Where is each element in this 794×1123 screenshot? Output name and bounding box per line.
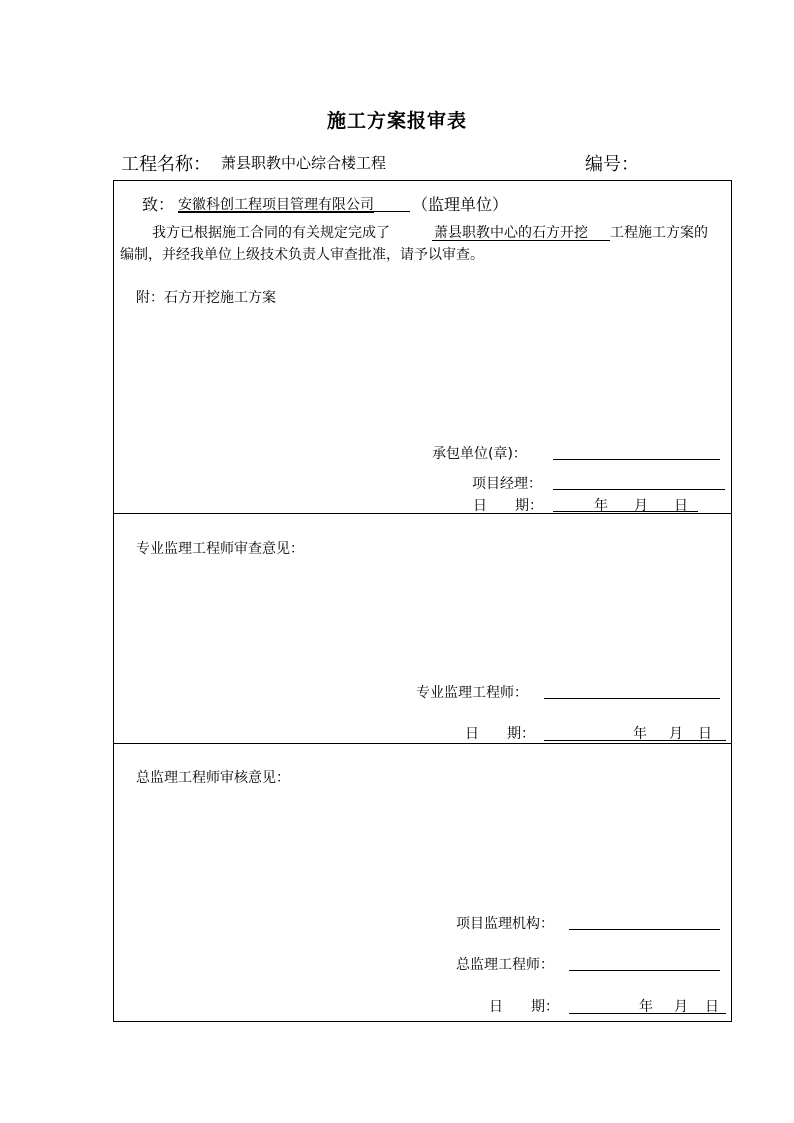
submission-section: [113, 180, 732, 514]
engineer-date-day: 日: [698, 726, 712, 742]
engineer-date-label: 日 期：: [465, 726, 535, 742]
chief-date-label: 日 期：: [489, 999, 559, 1015]
date-month: 月: [634, 498, 648, 514]
chief-opinion-label: 总监理工程师审核意见：: [136, 770, 290, 786]
contractor-line: [553, 459, 720, 460]
body-project-underline: [432, 240, 610, 241]
date-year: 年: [594, 498, 608, 514]
engineer-date-month: 月: [669, 726, 683, 742]
body-project: 萧县职教中心的石方开挖: [434, 225, 588, 241]
date-day: 日: [674, 498, 688, 514]
to-company: 安徽科创工程项目管理有限公司: [178, 197, 374, 213]
chief-review-section: [113, 743, 732, 1022]
chief-date-year: 年: [639, 999, 653, 1015]
engineer-line: [544, 698, 720, 699]
to-company-underline: [178, 211, 410, 212]
project-name-label: 工程名称：: [121, 154, 211, 175]
engineer-label: 专业监理工程师：: [416, 685, 528, 701]
page-title: 施工方案报审表: [326, 110, 467, 132]
date-label: 日 期：: [473, 498, 543, 514]
body-prefix: 我方已根据施工合同的有关规定完成了: [152, 225, 390, 241]
engineer-opinion-label: 专业监理工程师审查意见：: [136, 541, 304, 557]
chief-date-line: [569, 1013, 726, 1014]
org-line: [569, 929, 720, 930]
chief-date-month: 月: [674, 999, 688, 1015]
engineer-date-line: [544, 740, 726, 741]
project-name-value: 萧县职教中心综合楼工程: [221, 154, 387, 172]
body-line2: 编制，并经我单位上级技术负责人审查批准，请予以审查。: [120, 247, 484, 263]
attachment-text: 附：石方开挖施工方案: [136, 290, 276, 306]
contractor-label: 承包单位(章)：: [432, 446, 527, 462]
org-label: 项目监理机构：: [456, 916, 554, 932]
to-label: 致：: [142, 195, 175, 214]
chief-line: [569, 970, 720, 971]
engineer-date-year: 年: [633, 726, 647, 742]
date-line: [553, 511, 698, 512]
number-label: 编号：: [585, 154, 639, 175]
engineer-review-section: [113, 513, 732, 744]
manager-label: 项目经理：: [472, 476, 542, 492]
chief-date-day: 日: [705, 999, 719, 1015]
to-suffix: （监理单位）: [412, 195, 509, 214]
manager-line: [553, 489, 725, 490]
body-suffix: 工程施工方案的: [610, 225, 708, 241]
chief-label: 总监理工程师：: [456, 957, 554, 973]
